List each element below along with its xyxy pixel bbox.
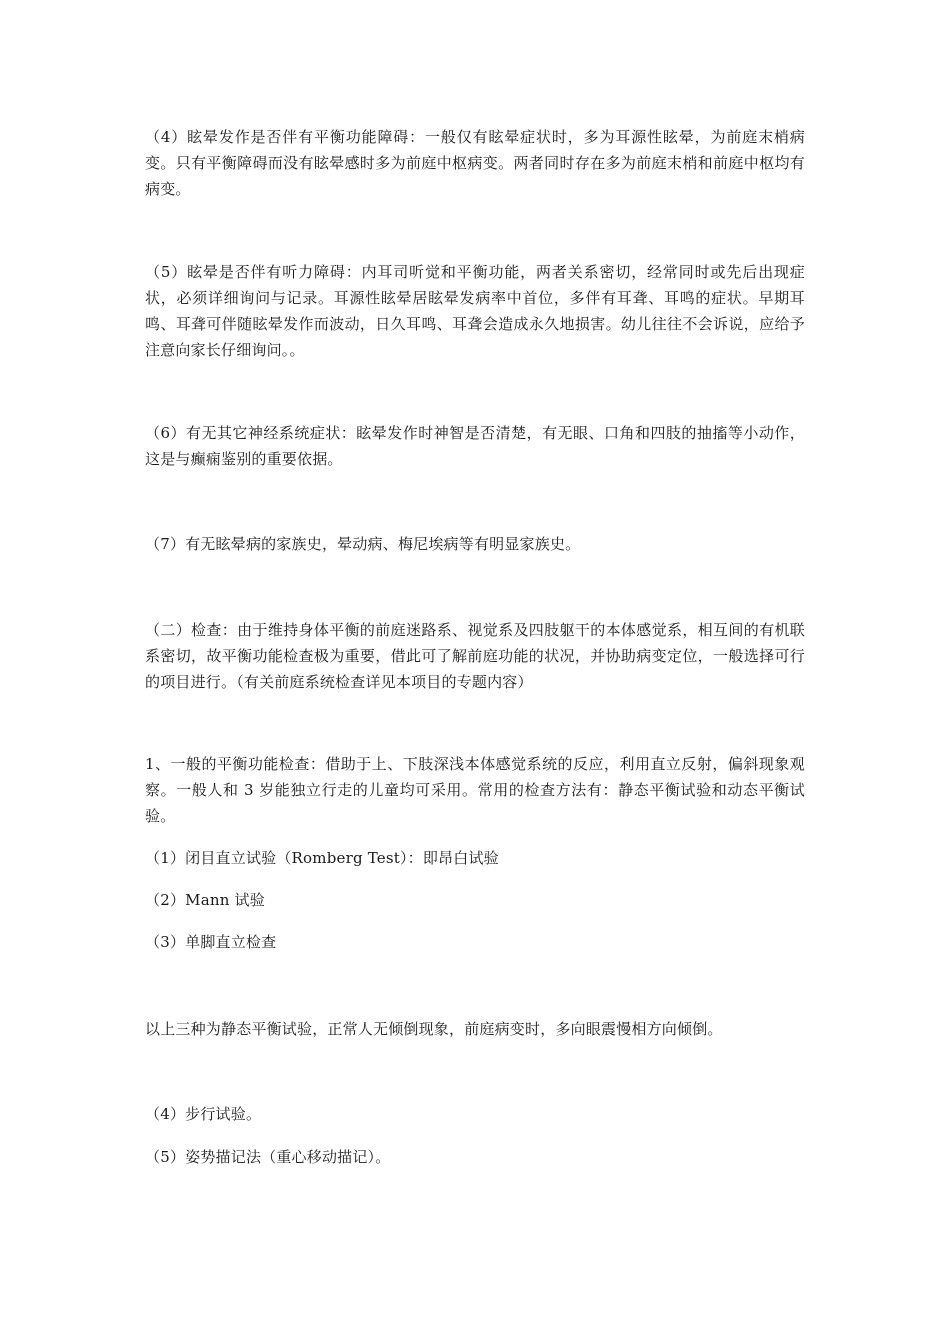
paragraph-neuro-symptoms: （6）有无其它神经系统症状：眩晕发作时神智是否清楚，有无眼、口角和四肢的抽搐等小动作，这是与癫痫鉴别的重要依据。 [145,424,805,468]
paragraph-family-history: （7）有无眩晕病的家族史，晕动病、梅尼埃病等有明显家族史。 [145,535,581,553]
paragraph-balance-test: 1、一般的平衡功能检查：借助于上、下肢深浅本体感觉系统的反应，利用直立反射，偏斜现象观察。一般人和 3 岁能独立行走的儿童均可采用。常用的检查方法有：静态平衡试验和动态平衡试验。 [145,755,805,825]
paragraph-balance-disorder: （4）眩晕发作是否伴有平衡功能障碍：一般仅有眩晕症状时，多为耳源性眩晕，为前庭末梢病变。只有平衡障碍而没有眩晕感时多为前庭中枢病变。两者同时存在多为前庭末梢和前庭中枢均有病变。 [145,128,805,198]
list-item-romberg: （1）闭目直立试验（Romberg Test）：即昂白试验 [145,849,499,867]
paragraph-hearing-disorder: （5）眩晕是否伴有听力障碍：内耳司听觉和平衡功能，两者关系密切，经常同时或先后出现症状，必须详细询问与记录。耳源性眩晕居眩晕发病率中首位，多伴有耳聋、耳鸣的症状。早期耳鸣、耳聋可伴随眩晕发作而波动，日久耳鸣、耳聋会造成永久地损害。幼儿往往不会诉说，应给予注意向家长仔细询问。。 [145,263,805,359]
list-item-posturography: （5）姿势描记法（重心移动描记）。 [145,1148,391,1166]
paragraph-static-summary: 以上三种为静态平衡试验，正常人无倾倒现象，前庭病变时，多向眼震慢相方向倾倒。 [145,1020,723,1038]
list-item-mann: （2）Mann 试验 [145,891,265,909]
list-item-gait-test: （4）步行试验。 [145,1105,262,1123]
paragraph-examination: （二）检查：由于维持身体平衡的前庭迷路系、视觉系及四肢躯干的本体感觉系，相互间的有机联系密切，故平衡功能检查极为重要，借此可了解前庭功能的状况，并协助病变定位，一般选择可行的项目进行。（有关前庭系统检查详见本项目的专题内容） [145,621,805,691]
list-item-single-leg: （3）单脚直立检查 [145,933,277,951]
